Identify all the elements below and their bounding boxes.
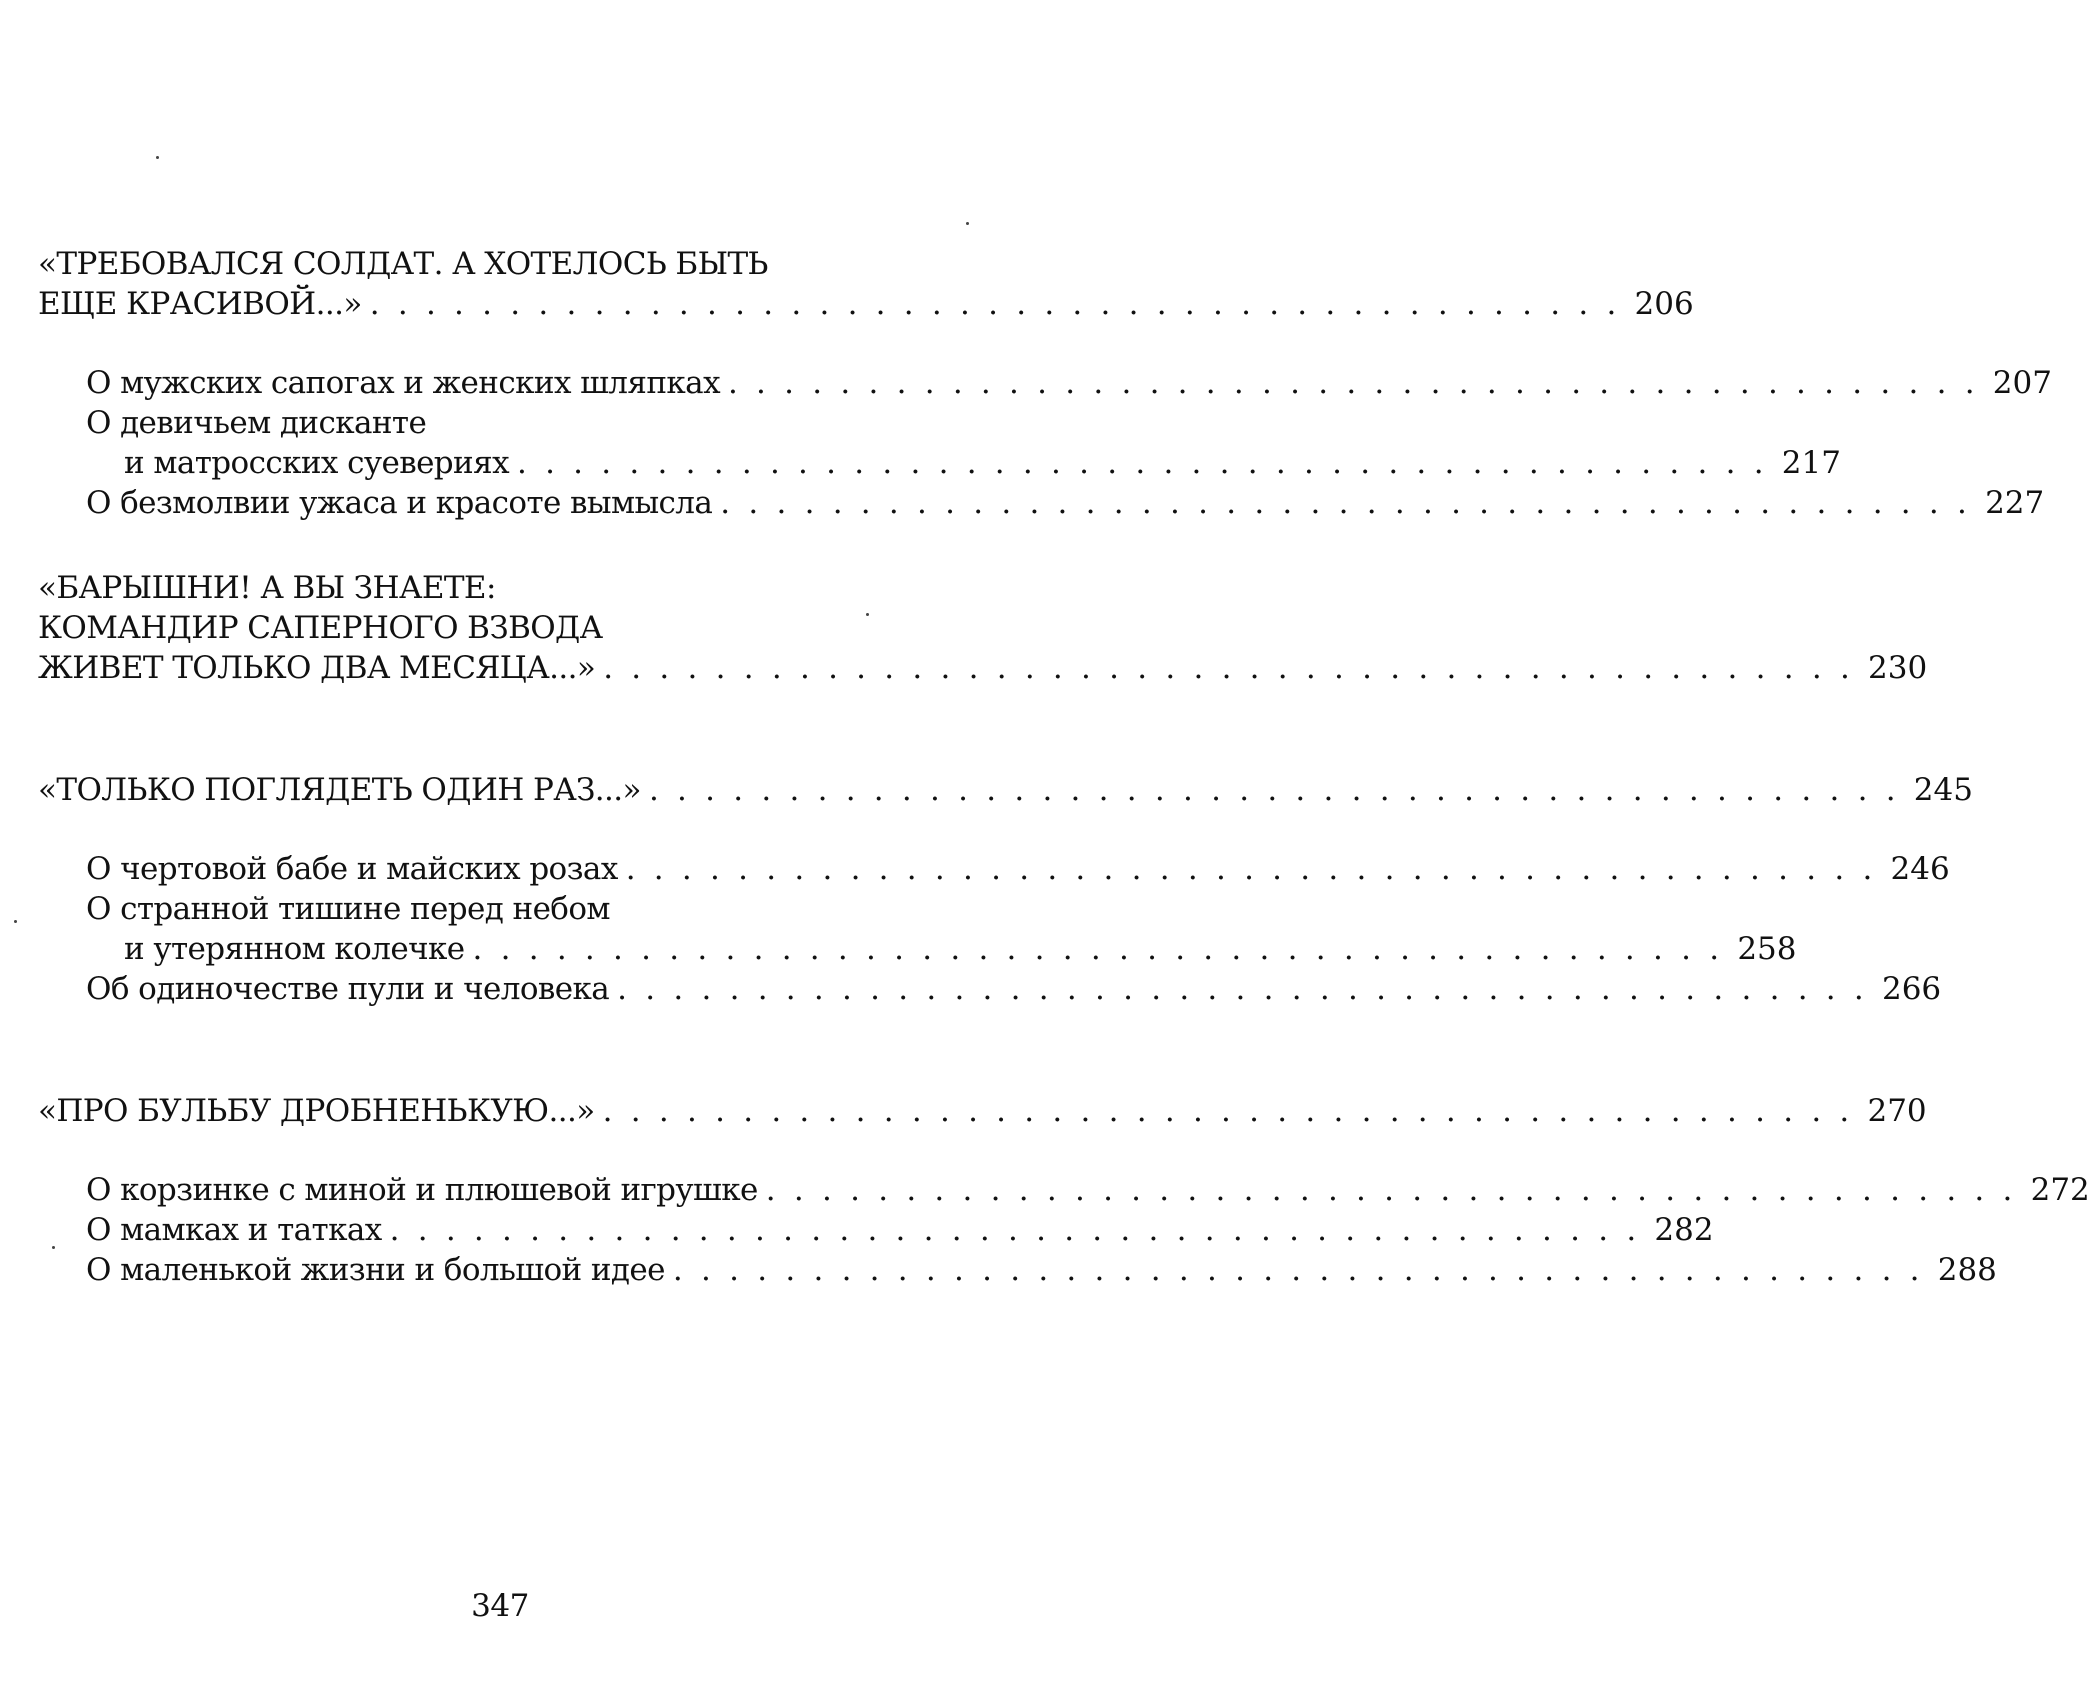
toc-entry-title: О чертовой бабе и майских розах: [86, 851, 618, 887]
toc-page-number: 258: [1737, 931, 1797, 967]
toc-part-title-line: ЖИВЕТ ТОЛЬКО ДВА МЕСЯЦА...»: [38, 650, 596, 686]
toc-entry[interactable]: [38, 443, 1841, 483]
spacer: [38, 1009, 922, 1091]
toc-page-number: 230: [1868, 650, 1928, 686]
toc-entry-title: и утерянном колечке: [124, 931, 465, 967]
toc-page-number: 282: [1654, 1212, 1714, 1248]
spacer: [38, 324, 922, 363]
toc-entry[interactable]: [38, 483, 2045, 523]
toc-page-number: 288: [1937, 1252, 1997, 1288]
toc-part-title[interactable]: [38, 770, 1973, 810]
toc-entry[interactable]: [38, 969, 1942, 1009]
toc-part-title[interactable]: [38, 284, 1694, 324]
dot-leader: . . . . . . . . . . . . . . . . . . . . . . . . . . . . . . . . . . . . . . . . . . . . .: [672, 1252, 1924, 1288]
page-number: 347: [471, 1588, 529, 1624]
toc-entry-title: О маленькой жизни и большой идее: [86, 1252, 665, 1288]
toc-page-number: 266: [1881, 971, 1942, 1007]
dot-leader: . . . . . . . . . . . . . . . . . . . . . . . . . . . . . . . . . . . . . . . . . . . . .: [617, 971, 1868, 1007]
toc-entry-title: О безмолвии ужаса и красоте вымысла: [86, 485, 713, 521]
toc-entry-title: О корзинке с миной и плюшевой игрушке: [86, 1172, 758, 1208]
toc-part-title: [38, 568, 922, 608]
toc-part-title-line: «ПРО БУЛЬБУ ДРОБНЕНЬКУЮ...»: [38, 1093, 595, 1129]
toc-entry[interactable]: [38, 1210, 1714, 1250]
toc-entry-title: О девичьем дисканте: [86, 405, 427, 441]
toc-entry[interactable]: [38, 363, 2052, 403]
dot-leader: . . . . . . . . . . . . . . . . . . . . . . . . . . . . . . . . . . . . . . . . . . . . .: [389, 1212, 1641, 1248]
toc-entry[interactable]: [38, 849, 1950, 889]
spacer: [38, 810, 922, 849]
dot-leader: . . . . . . . . . . . . . . . . . . . . . . . . . . . . . . . . . . . . . . . . . . . . .: [720, 485, 1972, 521]
toc-entry: [38, 403, 922, 443]
toc-entry-title: О странной тишине перед небом: [86, 891, 610, 927]
dot-leader: . . . . . . . . . . . . . . . . . . . . . . . . . . . . . . . . . . . . . . . . . . . . .: [369, 286, 1621, 322]
toc-part-title-line: «ТРЕБОВАЛСЯ СОЛДАТ. А ХОТЕЛОСЬ БЫТЬ: [38, 246, 768, 282]
scan-speck: [156, 156, 159, 159]
toc-page-number: 207: [1992, 365, 2052, 401]
toc-entry-title: О мамках и татках: [86, 1212, 382, 1248]
toc-part-title-line: «БАРЫШНИ! А ВЫ ЗНАЕТЕ:: [38, 570, 496, 606]
toc-part-title-line: «ТОЛЬКО ПОГЛЯДЕТЬ ОДИН РАЗ...»: [38, 772, 641, 808]
toc-page-number: 270: [1867, 1093, 1927, 1129]
spacer: [38, 688, 922, 770]
toc-page-number: 227: [1985, 485, 2045, 521]
dot-leader: . . . . . . . . . . . . . . . . . . . . . . . . . . . . . . . . . . . . . . . . . . . . .: [516, 445, 1768, 481]
toc-part-title: [38, 244, 922, 284]
toc-entry: [38, 889, 922, 929]
dot-leader: . . . . . . . . . . . . . . . . . . . . . . . . . . . . . . . . . . . . . . . . . . . . .: [765, 1172, 2017, 1208]
spacer: [38, 523, 922, 568]
toc-page-number: 272: [2030, 1172, 2090, 1208]
toc-part-title-line: КОМАНДИР САПЕРНОГО ВЗВОДА: [38, 610, 603, 646]
toc-entry-title: О мужских сапогах и женских шляпках: [86, 365, 720, 401]
dot-leader: . . . . . . . . . . . . . . . . . . . . . . . . . . . . . . . . . . . . . . . . . . . . .: [625, 851, 1877, 887]
spacer: [38, 1131, 922, 1170]
scan-speck: [52, 1246, 55, 1249]
toc-entry-title: и матросских суевериях: [124, 445, 509, 481]
toc-page-number: 217: [1781, 445, 1841, 481]
toc-part-title[interactable]: [38, 648, 1928, 688]
toc-part-title[interactable]: [38, 1091, 1927, 1131]
dot-leader: . . . . . . . . . . . . . . . . . . . . . . . . . . . . . . . . . . . . . . . . . . . . .: [727, 365, 1979, 401]
scan-speck: [14, 920, 17, 923]
toc-entry-title: Об одиночестве пули и человека: [86, 971, 610, 1007]
dot-leader: . . . . . . . . . . . . . . . . . . . . . . . . . . . . . . . . . . . . . . . . . . . . .: [603, 650, 1855, 686]
toc-page-number: 245: [1913, 772, 1973, 808]
toc-page-number: 206: [1634, 286, 1694, 322]
table-of-contents: [38, 244, 2090, 1290]
toc-part-title-line: ЕЩЕ КРАСИВОЙ...»: [38, 286, 362, 322]
toc-entry[interactable]: [38, 1170, 2090, 1210]
toc-part-title: [38, 608, 922, 648]
dot-leader: . . . . . . . . . . . . . . . . . . . . . . . . . . . . . . . . . . . . . . . . . . . . .: [472, 931, 1724, 967]
toc-entry[interactable]: [38, 1250, 1997, 1290]
toc-entry[interactable]: [38, 929, 1797, 969]
dot-leader: . . . . . . . . . . . . . . . . . . . . . . . . . . . . . . . . . . . . . . . . . . . . .: [648, 772, 1900, 808]
scan-speck: [866, 613, 869, 616]
toc-page-number: 246: [1890, 851, 1950, 887]
scan-speck: [966, 222, 969, 225]
dot-leader: . . . . . . . . . . . . . . . . . . . . . . . . . . . . . . . . . . . . . . . . . . . . .: [602, 1093, 1854, 1129]
